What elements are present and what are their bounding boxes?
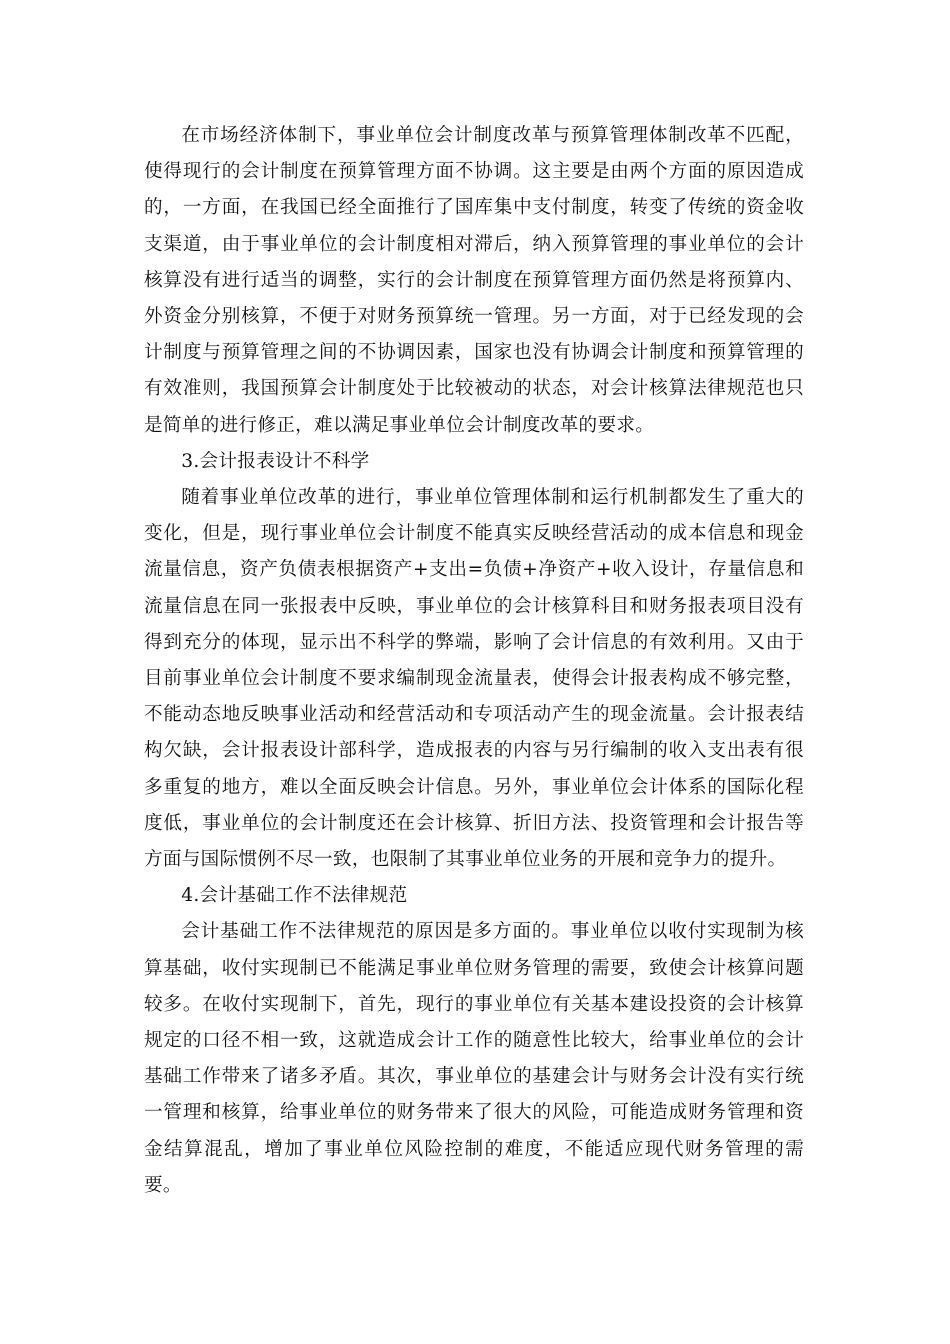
section-heading-4: 4.会计基础工作不法律规范 xyxy=(181,885,408,907)
section-heading-3: 3.会计报表设计不科学 xyxy=(181,450,370,472)
document-body xyxy=(144,118,804,1204)
paragraph-basic-work: 会计基础工作不法律规范的原因是多方面的。事业单位以收付实现制为核算基础，收付实现制已不能满足事业单位财务管理的需要，致使会计核算问题较多。在收付实现制下，首先，现行的事业单位有关基本建设投资的会计核算规定的口径不相一致，这就造成会计工作的随意性比较大，给事业单位的会计基础工作带来了诸多矛盾。其次，事业单位的基建会计与财务会计没有实行统一管理和核算，给事业单位的财务带来了很大的风险，可能造成财务管理和资金结算混乱，增加了事业单位风险控制的难度，不能适应现代财务管理的需要。 xyxy=(144,921,804,1196)
paragraph-report-design: 随着事业单位改革的进行，事业单位管理体制和运行机制都发生了重大的变化，但是，现行事业单位会计制度不能真实反映经营活动的成本信息和现金流量信息，资产负债表根据资产+支出=负债+净资产+收入设计，存量信息和流量信息在同一张报表中反映，事业单位的会计核算科目和财务报表项目没有得到充分的体现，显示出不科学的弊端，影响了会计信息的有效利用。又由于目前事业单位会计制度不要求编制现金流量表，使得会计报表构成不够完整，不能动态地反映事业活动和经营活动和专项活动产生的现金流量。会计报表结构欠缺，会计报表设计部科学，造成报表的内容与另行编制的收入支出表有很多重复的地方，难以全面反映会计信息。另外，事业单位会计体系的国际化程度低，事业单位的会计制度还在会计核算、折旧方法、投资管理和会计报告等方面与国际惯例不尽一致，也限制了其事业单位业务的开展和竞争力的提升。 xyxy=(144,487,804,871)
paragraph-budget-mismatch: 在市场经济体制下，事业单位会计制度改革与预算管理体制改革不匹配，使得现行的会计制度在预算管理方面不协调。这主要是由两个方面的原因造成的，一方面，在我国已经全面推行了国库集中支付制度，转变了传统的资金收支渠道，由于事业单位的会计制度相对滞后，纳入预算管理的事业单位的会计核算没有进行适当的调整，实行的会计制度在预算管理方面仍然是将预算内、外资金分别核算，不便于对财务预算统一管理。另一方面，对于已经发现的会计制度与预算管理之间的不协调因素，国家也没有协调会计制度和预算管理的有效准则，我国预算会计制度处于比较被动的状态，对会计核算法律规范也只是简单的进行修正，难以满足事业单位会计制度改革的要求。 xyxy=(144,125,804,436)
